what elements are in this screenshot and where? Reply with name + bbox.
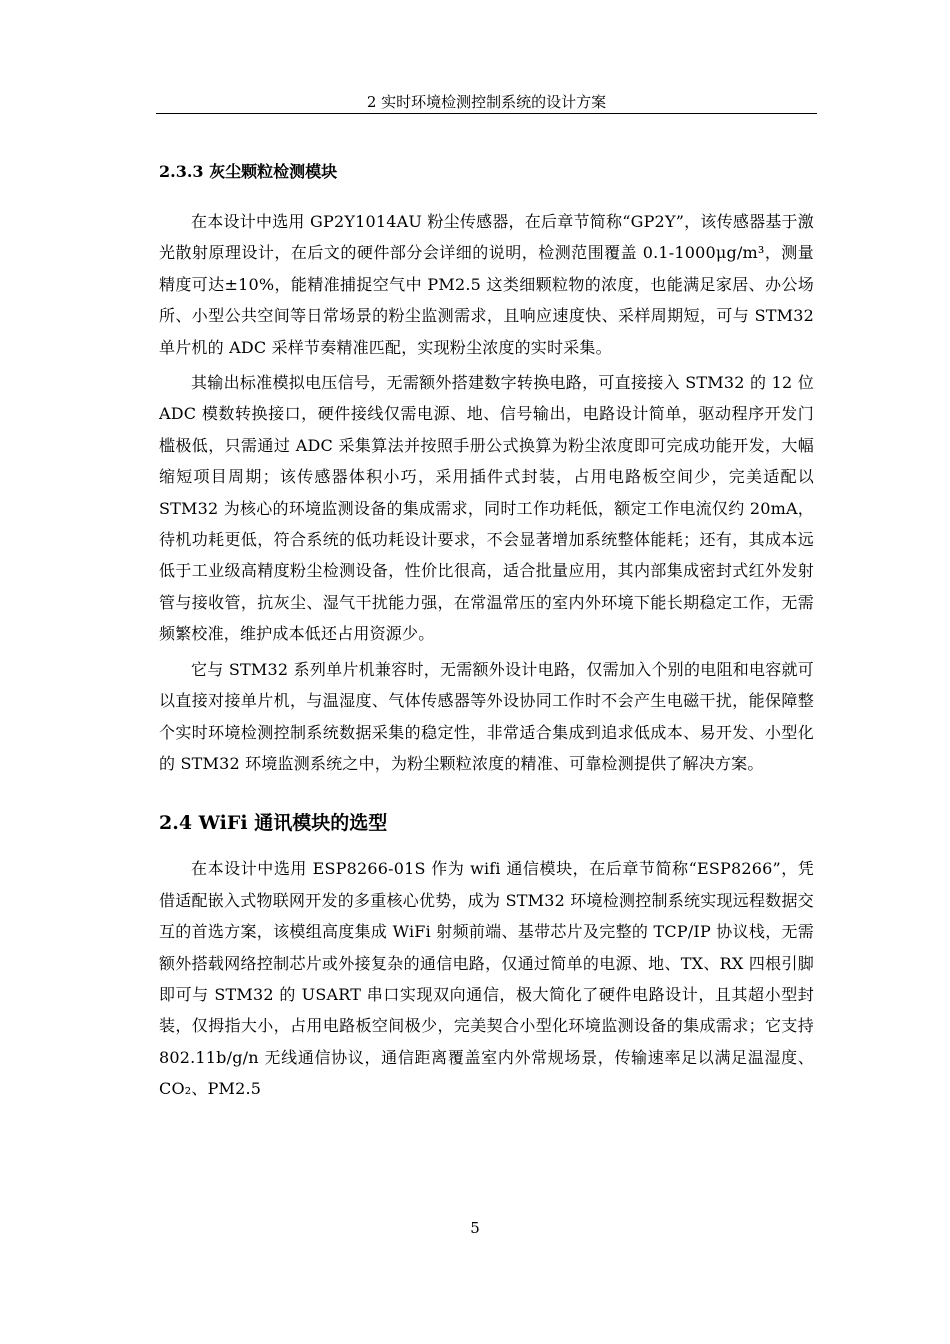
paragraph-gp2y-compat: 它与 STM32 系列单片机兼容时，无需额外设计电路，仅需加入个别的电阻和电容就可以直接对接单片机，与温湿度、气体传感器等外设协同工作时不会产生电磁干扰，能保障整个实时环境检测控制系统数据采集的稳定性，非常适合集成到追求低成本、易开发、小型化的 STM32 环境监测系统之中，为粉尘颗粒浓度的精准、可靠检测提供了解决方案。 [159,659,814,773]
page-number: 5 [470,1219,480,1237]
paragraph-esp8266-intro: 在本设计中选用 ESP8266-01S 作为 wifi 通信模块，在后章节简称“ESP8266”，凭借适配嵌入式物联网开发的多重核心优势，成为 STM32 环境检测控制系统实现远程数据交互的首选方案，该模组高度集成 WiFi 射频前端、基带芯片及完整的 TCP/IP 协议栈，无需额外搭载网络控制芯片或外接复杂的通信电路，仅通过简单的电源、地、TX、RX 四根引脚即可与 STM32 的 USART 串口实现双向通信，极大简化了硬件电路设计，且其超小型封装，仅拇指大小，占用电路板空间极少，完美契合小型化环境监测设备的集成需求；它支持 802.11b/g/n 无线通信协议，通信距离覆盖室内外常规场景，传输速率足以满足温湿度、CO₂、PM2.5 [159,859,814,1099]
section-title-2-4: 2.4 WiFi 通讯模块的选型 [159,812,388,835]
header-rule [156,113,817,114]
running-header: 2 实时环境检测控制系统的设计方案 [366,93,607,111]
subsection-title-2-3-3: 2.3.3 灰尘颗粒检测模块 [159,162,338,181]
page-body [159,160,814,1105]
paragraph-gp2y-output: 其输出标准模拟电压信号，无需额外搭建数字转换电路，可直接接入 STM32 的 12 位 ADC 模数转换接口，硬件接线仅需电源、地、信号输出，电路设计简单，驱动程序开发门槛极低，只需通过 ADC 采集算法并按照手册公式换算为粉尘浓度即可完成功能开发，大幅缩短项目周期；该传感器体积小巧，采用插件式封装，占用电路板空间少，完美适配以 STM32 为核心的环境监测设备的集成需求，同时工作功耗低，额定工作电流仅约 20mA，待机功耗更低，符合系统的低功耗设计要求，不会显著增加系统整体能耗；还有，其成本远低于工业级高精度粉尘检测设备，性价比很高，适合批量应用，其内部集成密封式红外发射管与接收管，抗灰尘、湿气干扰能力强，在常温常压的室内外环境下能长期稳定工作，无需频繁校准，维护成本低还占用资源少。 [159,373,814,644]
paragraph-gp2y-intro: 在本设计中选用 GP2Y1014AU 粉尘传感器，在后章节简称“GP2Y”，该传感器基于激光散射原理设计，在后文的硬件部分会详细的说明，检测范围覆盖 0.1-1000μg/m³，测量精度可达±10%，能精准捕捉空气中 PM2.5 这类细颗粒物的浓度，也能满足家居、办公场所、小型公共空间等日常场景的粉尘监测需求，且响应速度快、采样周期短，可与 STM32 单片机的 ADC 采样节奏精准匹配，实现粉尘浓度的实时采集。 [159,212,814,357]
